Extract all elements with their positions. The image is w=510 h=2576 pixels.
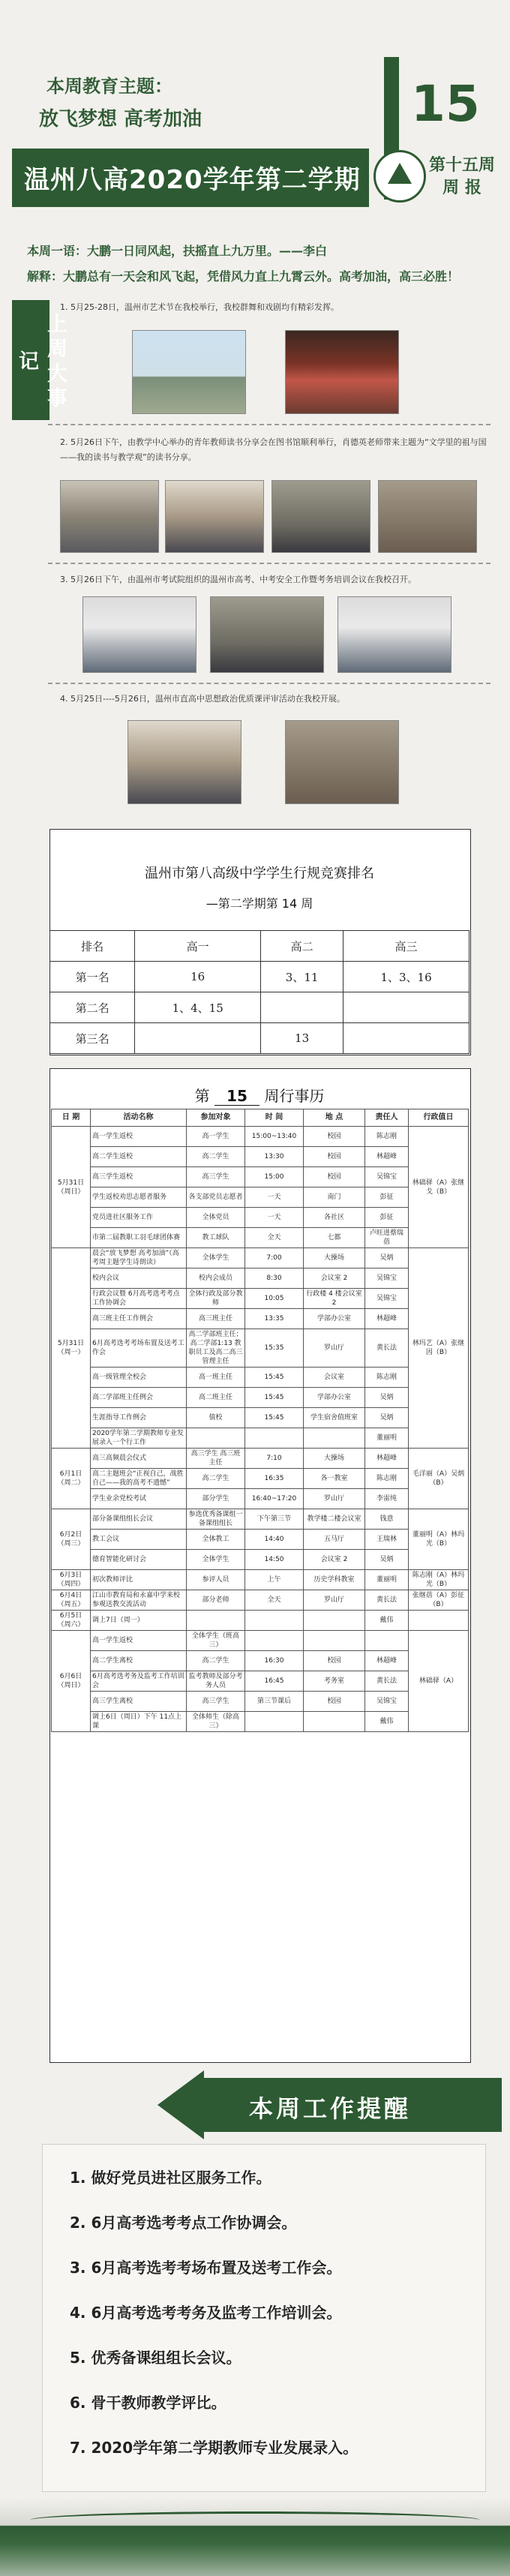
calendar-participants: 各支部党员志愿者 [187, 1187, 245, 1208]
calendar-time: 下午第三节 [245, 1509, 304, 1530]
calendar-event: 高三学生返校 [91, 1167, 187, 1187]
ranking-cell [344, 1023, 470, 1054]
reminder-item: 2. 6月高考选考考点工作协调会。 [70, 2214, 297, 2232]
calendar-participants: 高二学生 [187, 1147, 245, 1167]
calendar-header: 日 期 [52, 1109, 91, 1127]
calendar-event: 高三高频晨会仪式 [91, 1449, 187, 1469]
topic-label: 本周教育主题： [46, 76, 172, 97]
calendar-date: 5月31日（周一） [52, 1248, 91, 1449]
school-seal-icon [374, 150, 426, 203]
calendar-event: 教工会议 [91, 1530, 187, 1550]
calendar-title-suffix: 周行事历 [264, 1087, 325, 1105]
last-week-events-tab [12, 300, 67, 420]
calendar-owner: 陈志刚 [365, 1127, 409, 1147]
calendar-participants [187, 1428, 245, 1449]
calendar-time: 15:45 [245, 1388, 304, 1408]
calendar-event: 市第二届教职工羽毛球团体赛 [91, 1228, 187, 1248]
event-text: 1. 5月25-28日，温州市艺术节在我校举行，我校群舞和戏剧均有精彩发挥。 [60, 302, 339, 312]
calendar-row [52, 1631, 469, 1651]
calendar-time: 14:50 [245, 1550, 304, 1570]
calendar-header-row [52, 1109, 469, 1127]
calendar-title-prefix: 第 [194, 1087, 210, 1105]
calendar-time: 15:00 [245, 1167, 304, 1187]
calendar-owner: 林超峰 [365, 1651, 409, 1671]
calendar-owner: 吴炳 [365, 1408, 409, 1428]
calendar-header: 活动名称 [91, 1109, 187, 1127]
ranking-cell [344, 992, 470, 1023]
reminder-item: 7. 2020学年第二学期教师专业发展录入。 [70, 2439, 358, 2457]
calendar-location: 会议室 2 [304, 1550, 365, 1570]
calendar-participants: 参选优秀备课组一备课组组长 [187, 1509, 245, 1530]
calendar-participants: 全体学生（班高三） [187, 1631, 245, 1651]
calendar-row [52, 1509, 469, 1530]
calendar-event: 高二主题班会“正视自己，战胜自己——我的高考不遗憾” [91, 1469, 187, 1489]
week-label-line1: 第十五周 [428, 156, 495, 175]
ranking-cell: 第三名 [50, 1023, 135, 1054]
calendar-owner: 林超峰 [365, 1309, 409, 1329]
calendar-body [52, 1127, 469, 1732]
calendar-owner: 吴炳 [365, 1550, 409, 1570]
calendar-row [52, 1671, 469, 1692]
calendar-owner: 黄长法 [365, 1671, 409, 1692]
divider [48, 424, 490, 425]
calendar-row [52, 1187, 469, 1208]
calendar-time: 14:40 [245, 1530, 304, 1550]
weekly-motto: 本周一语：大鹏一日同风起，扶摇直上九万里。——李白 [27, 244, 328, 258]
calendar-participants: 部分老师 [187, 1590, 245, 1611]
ranking-cell: 第一名 [50, 962, 135, 992]
calendar-location [304, 1611, 365, 1631]
ranking-table [50, 930, 470, 1054]
ranking-cell [261, 992, 344, 1023]
reminder-item: 1. 做好党员进社区服务工作。 [70, 2169, 272, 2187]
calendar-participants: 高二学生 [187, 1469, 245, 1489]
event-photo [272, 480, 370, 553]
calendar-event: 高二学部班主任例会 [91, 1388, 187, 1408]
calendar-owner: 董丽明 [365, 1570, 409, 1590]
calendar-owner: 戴伟 [365, 1611, 409, 1631]
calendar-participants: 高二学生 [187, 1651, 245, 1671]
ranking-title: 温州市第八高级中学学生行规竞赛排名 [145, 866, 374, 881]
calendar-duty: 陈志刚（A）林玛光（B） [409, 1570, 469, 1590]
calendar-row [52, 1489, 469, 1509]
calendar-duty [409, 1611, 469, 1631]
calendar-date: 6月2日（周三） [52, 1509, 91, 1570]
calendar-time: 16:35 [245, 1469, 304, 1489]
reminder-item: 4. 6月高考选考考务及监考工作培训会。 [70, 2304, 342, 2322]
calendar-row [52, 1368, 469, 1388]
calendar-time: 16:40~17:20 [245, 1489, 304, 1509]
calendar-event: 校内会议 [91, 1268, 187, 1289]
calendar-participants: 高三学生 [187, 1692, 245, 1712]
calendar-owner: 吴锦宝 [365, 1289, 409, 1309]
ranking-cell: 3、11 [261, 962, 344, 992]
calendar-time: 第三节课后 [245, 1692, 304, 1712]
calendar-location: 各社区 [304, 1208, 365, 1228]
calendar-participants: 高三学生 高三班主任 [187, 1449, 245, 1469]
calendar-event: 调上7日（周一） [91, 1611, 187, 1631]
side-tab-label: 上周大事记 [15, 313, 67, 412]
event-photo [60, 480, 159, 553]
calendar-row [52, 1469, 469, 1489]
calendar-location: 学部办公室 [304, 1309, 365, 1329]
calendar-time [245, 1611, 304, 1631]
reminder-banner [198, 2078, 502, 2132]
calendar-owner: 吴锦宝 [365, 1692, 409, 1712]
ranking-cell: 1、3、16 [344, 962, 470, 992]
calendar-owner: 卢旺进蔡瑞蓓 [365, 1228, 409, 1248]
calendar-event: 高一级管理全校会 [91, 1368, 187, 1388]
calendar-location: 五马厅 [304, 1530, 365, 1550]
calendar-row [52, 1248, 469, 1268]
divider [48, 683, 490, 684]
footer-decoration [0, 2498, 510, 2576]
ranking-header: 高二 [261, 931, 344, 962]
motto-explanation: 解释：大鹏总有一天会和风飞起，凭借风力直上九霄云外。高考加油，高三必胜！ [27, 269, 460, 284]
calendar-row [52, 1228, 469, 1248]
calendar-location [304, 1428, 365, 1449]
calendar-owner: 黄长法 [365, 1590, 409, 1611]
calendar-time: 7:00 [245, 1248, 304, 1268]
event-text: 2. 5月26日下午，由教学中心举办的青年教师读书分享会在图书馆顺利举行，肖德英老师带来主题为“文学里的祖与国——我的读书与教学观”的读书分享。 [60, 437, 487, 462]
event-photo [82, 596, 196, 673]
calendar-event: 部分备课组组长会议 [91, 1509, 187, 1530]
calendar-row [52, 1530, 469, 1550]
calendar-row [52, 1167, 469, 1187]
calendar-duty: 林玛艺（A）张继因（B） [409, 1248, 469, 1449]
reminder-title: 本周工作提醒 [249, 2094, 412, 2123]
calendar-owner: 彭征 [365, 1187, 409, 1208]
calendar-date: 6月4日（周五） [52, 1590, 91, 1611]
calendar-time: 15:35 [245, 1329, 304, 1368]
calendar-time: 13:35 [245, 1309, 304, 1329]
event-photo [132, 330, 246, 414]
calendar-duty: 毛洋丽（A）吴炳（B） [409, 1449, 469, 1509]
week-label-line2: 周 报 [442, 179, 482, 197]
calendar-location [304, 1631, 365, 1651]
calendar-location [304, 1712, 365, 1732]
calendar-owner: 吴炳 [365, 1248, 409, 1268]
calendar-row [52, 1550, 469, 1570]
calendar-participants: 值校 [187, 1408, 245, 1428]
calendar-owner: 陈志刚 [365, 1469, 409, 1489]
calendar-participants: 高一班主任 [187, 1368, 245, 1388]
calendar-header: 时 间 [245, 1109, 304, 1127]
calendar-participants: 校内会成员 [187, 1268, 245, 1289]
event-photo [285, 330, 399, 414]
calendar-row [52, 1127, 469, 1147]
calendar-participants: 教工球队 [187, 1228, 245, 1248]
calendar-event: 行政会议暨 6月高考选考考点工作协调会 [91, 1289, 187, 1309]
calendar-table [51, 1109, 469, 1732]
ranking-header: 高三 [344, 931, 470, 962]
event-photo [285, 720, 399, 804]
ranking-header: 高一 [135, 931, 261, 962]
calendar-row [52, 1590, 469, 1611]
ranking-cell: 1、4、15 [135, 992, 261, 1023]
event-photo [165, 480, 264, 553]
calendar-row [52, 1428, 469, 1449]
calendar-row [52, 1329, 469, 1368]
week-label [424, 155, 500, 200]
calendar-location: 学部办公室 [304, 1388, 365, 1408]
calendar-location: 南门 [304, 1187, 365, 1208]
calendar-row [52, 1449, 469, 1469]
calendar-location: 历史学科教室 [304, 1570, 365, 1590]
calendar-header: 行政值日 [409, 1109, 469, 1127]
title-banner [12, 149, 369, 207]
calendar-date: 6月6日（周日） [52, 1631, 91, 1732]
calendar-event: 高一学生返校 [91, 1127, 187, 1147]
calendar-date: 6月3日（周四） [52, 1570, 91, 1590]
calendar-owner: 董丽明 [365, 1428, 409, 1449]
calendar-participants: 全体行政及部分教师 [187, 1289, 245, 1309]
calendar-owner: 钱意 [365, 1509, 409, 1530]
calendar-location: 校园 [304, 1651, 365, 1671]
reminder-card [42, 2144, 486, 2492]
calendar-time: 全天 [245, 1590, 304, 1611]
calendar-duty: 林础驿（A）张继戈（B） [409, 1127, 469, 1248]
calendar-location: 校园 [304, 1692, 365, 1712]
calendar-location: 罗山厅 [304, 1489, 365, 1509]
calendar-time [245, 1428, 304, 1449]
calendar-location: 校园 [304, 1127, 365, 1147]
calendar-duty: 董丽明（A）林玛光（B） [409, 1509, 469, 1570]
calendar-duty: 张继蓓（A）彭征（B） [409, 1590, 469, 1611]
calendar-event: 高三班主任工作例会 [91, 1309, 187, 1329]
calendar-location: 行政楼 4 楼会议室 2 [304, 1289, 365, 1309]
calendar-event: 学生业余党校考试 [91, 1489, 187, 1509]
calendar-date: 6月5日（周六） [52, 1611, 91, 1631]
reminder-item: 6. 骨干教师教学评比。 [70, 2394, 226, 2412]
calendar-event: 党员进社区服务工作 [91, 1208, 187, 1228]
calendar-owner: 吴炳 [365, 1388, 409, 1408]
calendar-date: 6月1日（周二） [52, 1449, 91, 1509]
calendar-participants: 全体学生 [187, 1248, 245, 1268]
calendar-header: 参加对象 [187, 1109, 245, 1127]
ranking-cell: 第二名 [50, 992, 135, 1023]
calendar-participants: 全体学生 [187, 1550, 245, 1570]
calendar-location: 校园 [304, 1167, 365, 1187]
ranking-header-row [50, 931, 470, 962]
reminder-item: 3. 6月高考选考考场布置及送考工作会。 [70, 2259, 342, 2277]
calendar-owner: 陈志刚 [365, 1368, 409, 1388]
calendar-event: 生涯指导工作例会 [91, 1408, 187, 1428]
ranking-row [50, 962, 470, 992]
calendar-week-number: 15 [214, 1087, 260, 1106]
calendar-row [52, 1147, 469, 1167]
calendar-time: 7:10 [245, 1449, 304, 1469]
calendar-event: 2020学年第二学期教师专业发展录入一个行工作 [91, 1428, 187, 1449]
calendar-title [50, 1084, 470, 1106]
calendar-row [52, 1309, 469, 1329]
calendar-event: 江山市教育局和永嘉中学来校参观送教交流活动 [91, 1590, 187, 1611]
calendar-participants: 高二学部班主任；高二学部1:13 教职员工及高二高三管理主任 [187, 1329, 245, 1368]
calendar-owner [365, 1631, 409, 1651]
ranking-cell: 13 [261, 1023, 344, 1054]
calendar-row [52, 1611, 469, 1631]
calendar-time: 16:30 [245, 1651, 304, 1671]
calendar-row [52, 1208, 469, 1228]
calendar-participants: 高三班主任 [187, 1309, 245, 1329]
topic-text: 放飞梦想 高考加油 [39, 108, 202, 131]
calendar-row [52, 1388, 469, 1408]
calendar-time [245, 1712, 304, 1732]
calendar-owner: 王瑞林 [365, 1530, 409, 1550]
calendar-location: 大操场 [304, 1248, 365, 1268]
divider [48, 563, 490, 564]
calendar-participants: 高三学生 [187, 1167, 245, 1187]
calendar-participants: 高二班主任 [187, 1388, 245, 1408]
ranking-row [50, 1023, 470, 1054]
ranking-row [50, 992, 470, 1023]
calendar-participants: 高一学生 [187, 1127, 245, 1147]
ranking-cell [135, 1023, 261, 1054]
event-text: 4. 5月25日----5月26日，温州市直高中思想政治优质课评审活动在我校开展。 [60, 694, 345, 704]
calendar-owner: 吴锦宝 [365, 1268, 409, 1289]
reminder-arrow-icon [158, 2070, 204, 2139]
calendar-event: 调上6日（周日）下午 11点上课 [91, 1712, 187, 1732]
calendar-time: 10:05 [245, 1289, 304, 1309]
calendar-time: 15:45 [245, 1408, 304, 1428]
calendar-event: 初次教师评比 [91, 1570, 187, 1590]
calendar-owner: 林超峰 [365, 1147, 409, 1167]
calendar-participants: 全体党员 [187, 1208, 245, 1228]
calendar-participants: 参评人员 [187, 1570, 245, 1590]
issue-number: 15 [411, 75, 480, 133]
calendar-header: 地 点 [304, 1109, 365, 1127]
calendar-time: 全天 [245, 1228, 304, 1248]
ranking-header: 排名 [50, 931, 135, 962]
calendar-time: 上午 [245, 1570, 304, 1590]
ranking-cell: 16 [135, 962, 261, 992]
calendar-row [52, 1692, 469, 1712]
calendar-owner: 李雷纯 [365, 1489, 409, 1509]
calendar-location: 教学楼二楼会议室 [304, 1509, 365, 1530]
calendar-event: 高二学生离校 [91, 1651, 187, 1671]
calendar-duty: 林础驿（A） [409, 1631, 469, 1732]
calendar-participants: 全体教工 [187, 1530, 245, 1550]
calendar-participants [187, 1611, 245, 1631]
calendar-participants: 全体师生（除高三） [187, 1712, 245, 1732]
event-photo [378, 480, 477, 553]
calendar-time: 13:30 [245, 1147, 304, 1167]
calendar-event: 晨会“放飞梦想 高考加油”（高考周主题学生诗朗读） [91, 1248, 187, 1268]
calendar-event: 高一学生返校 [91, 1631, 187, 1651]
page-title: 温州八高2020学年第二学期 [24, 165, 361, 195]
calendar-location: 七都 [304, 1228, 365, 1248]
event-photo [338, 596, 452, 673]
calendar-owner: 林超峰 [365, 1449, 409, 1469]
calendar-header: 责任人 [365, 1109, 409, 1127]
calendar-event: 高三学生离校 [91, 1692, 187, 1712]
calendar-time: 8:30 [245, 1268, 304, 1289]
calendar-row [52, 1289, 469, 1309]
calendar-location: 学生宿舍值班室 [304, 1408, 365, 1428]
calendar-event: 高二学生返校 [91, 1147, 187, 1167]
event-text: 3. 5月26日下午，由温州市考试院组织的温州市高考、中考安全工作暨考务培训会议在我校召开。 [60, 575, 416, 584]
calendar-participants: 部分学生 [187, 1489, 245, 1509]
calendar-time [245, 1631, 304, 1651]
calendar-owner: 黄长法 [365, 1329, 409, 1368]
calendar-time: 15:45 [245, 1368, 304, 1388]
calendar-location: 会议室 2 [304, 1268, 365, 1289]
calendar-time: 15:00~13:40 [245, 1127, 304, 1147]
calendar-location: 各一教室 [304, 1469, 365, 1489]
calendar-row [52, 1570, 469, 1590]
calendar-row [52, 1651, 469, 1671]
calendar-location: 罗山厅 [304, 1590, 365, 1611]
calendar-event: 德育智能化研讨会 [91, 1550, 187, 1570]
calendar-location: 校园 [304, 1147, 365, 1167]
calendar-row [52, 1268, 469, 1289]
calendar-event: 6月高考选考务及监考工作培训会 [91, 1671, 187, 1692]
reminder-item: 5. 优秀备课组组长会议。 [70, 2349, 242, 2367]
calendar-time: 一天 [245, 1187, 304, 1208]
calendar-row [52, 1408, 469, 1428]
calendar-owner: 吴锦宝 [365, 1167, 409, 1187]
event-photo [128, 720, 242, 804]
ranking-subtitle: —第二学期第 14 周 [206, 896, 314, 911]
calendar-participants: 监考教师及部分考务人员 [187, 1671, 245, 1692]
calendar-owner: 彭征 [365, 1208, 409, 1228]
calendar-event: 6月高考选考考场布置及送考工作会 [91, 1329, 187, 1368]
calendar-row [52, 1712, 469, 1732]
calendar-location: 罗山厅 [304, 1329, 365, 1368]
calendar-location: 大操场 [304, 1449, 365, 1469]
calendar-time: 一天 [245, 1208, 304, 1228]
calendar-date: 5月31日（周日） [52, 1127, 91, 1248]
calendar-location: 考务室 [304, 1671, 365, 1692]
calendar-time: 16:45 [245, 1671, 304, 1692]
calendar-location: 会议室 [304, 1368, 365, 1388]
event-photo [210, 596, 324, 673]
calendar-owner: 戴伟 [365, 1712, 409, 1732]
calendar-event: 学生返校劝思志愿者服务 [91, 1187, 187, 1208]
